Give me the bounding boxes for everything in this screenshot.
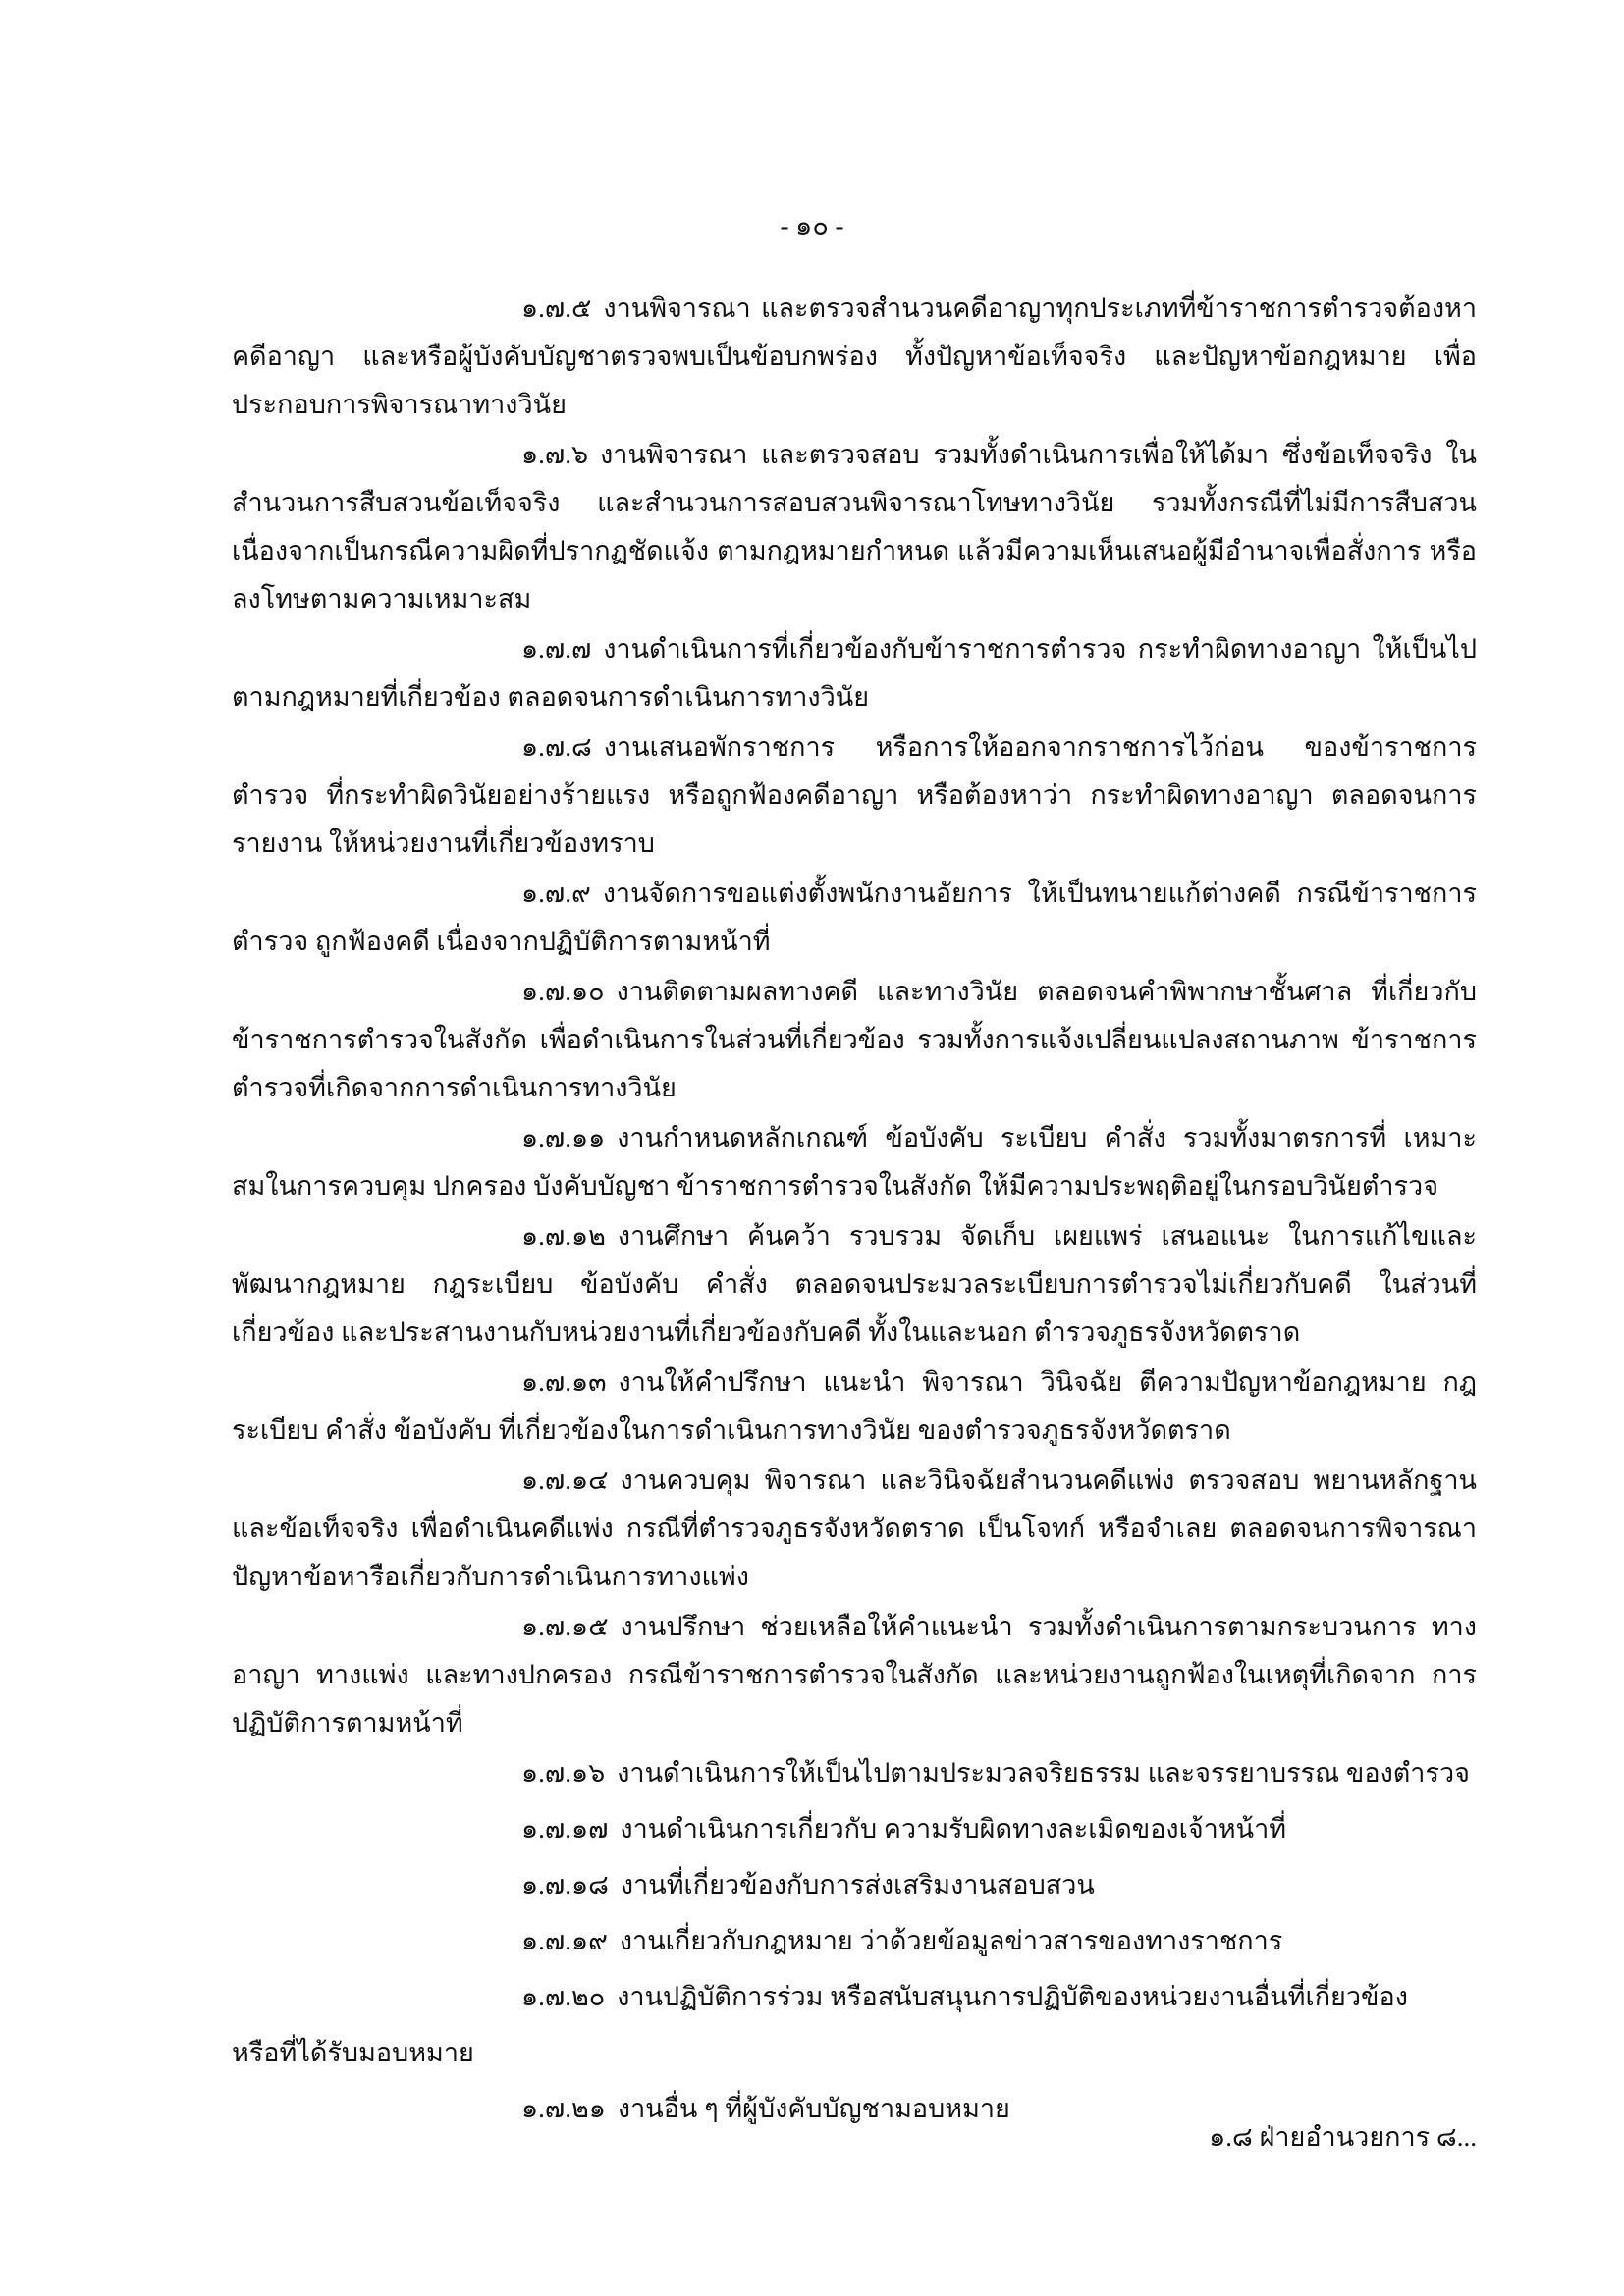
item-number: ๑.๗.๗ [521, 634, 592, 664]
item-text: งานควบคุม พิจารณา และวินิจฉัยสำนวนคดีแพ่ง ตรวจสอบ พยานหลักฐาน และข้อเท็จจริง เพื่อดำเนินคดีแพ่ง กรณีที่ตำรวจภูธรจังหวัดตราด เป็นโจทก์ หรือจำเลย ตลอดจนการพิจารณาปัญหาข้อหารือเกี่ยวกับการดำเนินการทางแพ่ง [232, 1466, 1477, 1591]
item-text: งานเกี่ยวกับกฎหมาย ว่าด้วยข้อมูลข่าวสารของทางราชการ [619, 1926, 1283, 1955]
item-text: งานที่เกี่ยวข้องกับการส่งเสริมงานสอบสวน [620, 1870, 1095, 1899]
item-text: งานปรึกษา ช่วยเหลือให้คำแนะนำ รวมทั้งดำเนินการตามกระบวนการ ทางอาญา ทางแพ่ง และทางปกครอง กรณีข้าราชการตำรวจในสังกัด และหน่วยงานถูกฟ้องในเหตุที่เกิดจาก การปฏิบัติการตามหน้าที่ [232, 1612, 1477, 1737]
item-text: งานเสนอพักราชการ หรือการให้ออกจากราชการไว้ก่อน ของข้าราชการตำรวจ ที่กระทำผิดวินัยอย่างร้ายแรง หรือถูกฟ้องคดีอาญา หรือต้องหาว่า กระทำผิดทางอาญา ตลอดจนการรายงาน ให้หน่วยงานที่เกี่ยวข้องทราบ [232, 732, 1477, 858]
item-number: ๑.๗.๑๕ [521, 1612, 609, 1641]
list-item [232, 1457, 1477, 1601]
short-list-item [232, 1973, 1477, 2021]
item-number: ๑.๗.๑๘ [521, 1870, 609, 1899]
item-text: งานกำหนดหลักเกณฑ์ ข้อบังคับ ระเบียบ คำสั่ง รวมทั้งมาตรการที่ เหมาะสมในการควบคุม ปกครอง บังคับบัญชา ข้าราชการตำรวจในสังกัด ให้มีความประพฤติอยู่ในกรอบวินัยตำรวจ [232, 1123, 1477, 1201]
item-continuation: หรือที่ได้รับมอบหมาย [232, 2038, 474, 2067]
item-text: งานให้คำปรึกษา แนะนำ พิจารณา วินิจฉัย ตีความปัญหาข้อกฎหมาย กฎระเบียบ คำสั่ง ข้อบังคับ ที่เกี่ยวข้องในการดำเนินการทางวินัย ของตำรวจภูธรจังหวัดตราด [232, 1367, 1477, 1445]
item-text: งานติดตามผลทางคดี และทางวินัย ตลอดจนคำพิพากษาชั้นศาล ที่เกี่ยวกับข้าราชการตำรวจในสังกัด เพื่อดำเนินการในส่วนที่เกี่ยวข้อง รวมทั้งการแจ้งเปลี่ยนแปลงสถานภาพ ข้าราชการตำรวจที่เกิดจากการดำเนินการทางวินัย [232, 977, 1477, 1102]
item-text: งานอื่น ๆ ที่ผู้บังคับบัญชามอบหมาย [617, 2094, 1010, 2123]
item-text: งานจัดการขอแต่งตั้งพนักงานอัยการ ให้เป็นทนายแก้ต่างคดี กรณีข้าราชการตำรวจ ถูกฟ้องคดี เนื่องจากปฏิบัติการตามหน้าที่ [232, 879, 1477, 956]
list-item [232, 1359, 1477, 1455]
next-page-reference: ๑.๘ ฝ่ายอำนวยการ ๘... [1209, 2122, 1477, 2152]
document-body [232, 285, 1477, 2141]
item-number: ๑.๗.๑๖ [521, 1758, 606, 1788]
item-number: ๑.๗.๑๗ [521, 1814, 609, 1843]
list-item [232, 723, 1477, 868]
item-number: ๑.๗.๘ [521, 732, 592, 762]
item-number: ๑.๗.๙ [521, 879, 591, 908]
short-list-item [232, 1917, 1477, 1965]
page-number: - ๑๐ - [780, 211, 844, 240]
item-number: ๑.๗.๒๐ [521, 1982, 606, 2011]
short-list-item [232, 1805, 1477, 1853]
item-number: ๑.๗.๖ [521, 440, 589, 469]
item-text: งานดำเนินการที่เกี่ยวข้องกับข้าราชการตำรวจ กระทำผิดทางอาญา ให้เป็นไป ตามกฎหมายที่เกี่ยวข้อง ตลอดจนการดำเนินการทางวินัย [232, 634, 1477, 712]
list-item [232, 285, 1477, 429]
item-text: งานศึกษา ค้นคว้า รวบรวม จัดเก็บ เผยแพร่ เสนอแนะ ในการแก้ไขและ พัฒนากฎหมาย กฎระเบียบ ข้อบังคับ คำสั่ง ตลอดจนประมวลระเบียบการตำรวจไม่เกี่ยวกับคดี ในส่วนที่ เกี่ยวข้อง และประสานงานกับหน่วยงานที่เกี่ยวข้องกับคดี ทั้งในและนอก ตำรวจภูธรจังหวัดตราด [232, 1221, 1477, 1347]
item-number: ๑.๗.๕ [521, 294, 592, 323]
list-item [232, 1212, 1477, 1357]
item-number: ๑.๗.๑๔ [521, 1466, 609, 1495]
item-text: งานปฏิบัติการร่วม หรือสนับสนุนการปฏิบัติของหน่วยงานอื่นที่เกี่ยวข้อง [617, 1982, 1408, 2011]
list-item [232, 431, 1477, 623]
list-item [232, 870, 1477, 966]
item-number: ๑.๗.๑๐ [521, 977, 605, 1006]
item-number: ๑.๗.๑๓ [521, 1367, 607, 1397]
item-number: ๑.๗.๑๑ [521, 1123, 606, 1152]
item-text: งานพิจารณา และตรวจสอบ รวมทั้งดำเนินการเพื่อให้ได้มา ซึ่งข้อเท็จจริง ในสำนวนการสืบสวนข้อเท็จจริง และสำนวนการสอบสวนพิจารณาโทษทางวินัย รวมทั้งกรณีที่ไม่มีการสืบสวน เนื่องจากเป็นกรณีความผิดที่ปรากฏชัดแจ้ง ตามกฎหมายกำหนด แล้วมีความเห็นเสนอผู้มีอำนาจเพื่อสั่งการ หรือลงโทษตามความเหมาะสม [232, 440, 1477, 614]
list-item [232, 1114, 1477, 1210]
list-item [232, 968, 1477, 1112]
item-text: งานดำเนินการให้เป็นไปตามประมวลจริยธรรม และจรรยาบรรณ ของตำรวจ [617, 1758, 1470, 1788]
list-item [232, 625, 1477, 721]
item-number: ๑.๗.๒๑ [521, 2094, 606, 2123]
short-list-item [232, 1861, 1477, 1909]
item-text: งานดำเนินการเกี่ยวกับ ความรับผิดทางละเมิดของเจ้าหน้าที่ [620, 1814, 1287, 1843]
item-number: ๑.๗.๑๒ [521, 1221, 606, 1251]
list-item [232, 1603, 1477, 1747]
short-list-item [232, 1749, 1477, 1797]
item-number: ๑.๗.๑๙ [521, 1926, 608, 1955]
item-text: งานพิจารณา และตรวจสำนวนคดีอาญาทุกประเภทที่ข้าราชการตำรวจต้องหาคดีอาญา และหรือผู้บังคับบัญชาตรวจพบเป็นข้อบกพร่อง ทั้งปัญหาข้อเท็จจริง และปัญหาข้อกฎหมาย เพื่อประกอบการพิจารณาทางวินัย [232, 294, 1477, 419]
